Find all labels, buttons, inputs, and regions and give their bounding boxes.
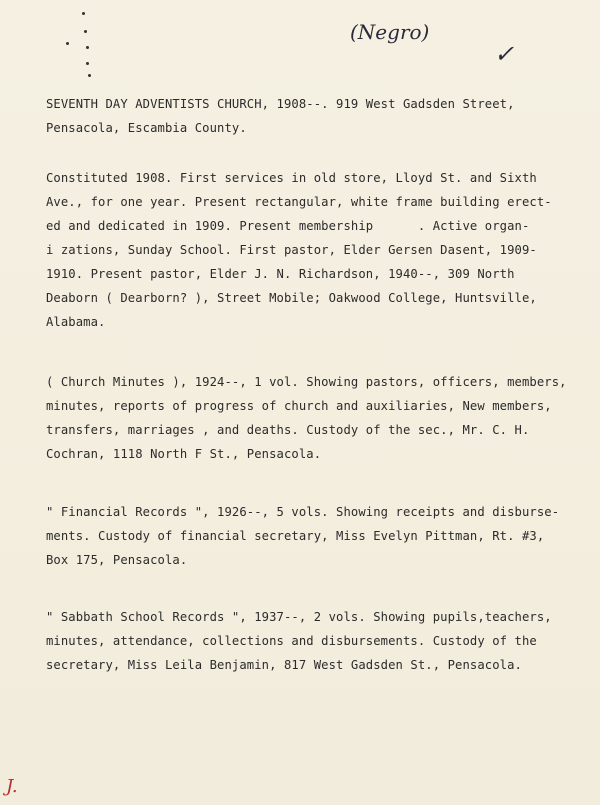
document-heading [46,92,515,140]
history-line: Ave., for one year. Present rectangular, white frame building erect- [46,195,552,209]
history-line: 1910. Present pastor, Elder J. N. Richardson, 1940--, 309 North [46,267,515,281]
sabbath-school-records-paragraph [46,605,552,677]
history-line: Deaborn ( Dearborn? ), Street Mobile; Oakwood College, Huntsville, [46,291,537,305]
financial-records-line: Box 175, Pensacola. [46,553,188,567]
history-line: Constituted 1908. First services in old store, Lloyd St. and Sixth [46,171,537,185]
church-minutes-line: transfers, marriages , and deaths. Custody of the sec., Mr. C. H. [46,423,530,437]
ink-mark [82,12,85,15]
handwritten-check-mark: ✓ [494,40,515,68]
ink-mark [86,46,89,49]
ink-mark [86,62,89,65]
church-minutes-line: ( Church Minutes ), 1924--, 1 vol. Showing pastors, officers, members, [46,375,567,389]
church-minutes-line: minutes, reports of progress of church and auxiliaries, New members, [46,399,552,413]
history-line: Alabama. [46,315,106,329]
ink-mark [84,30,87,33]
history-paragraph [46,166,552,334]
ink-mark [66,42,69,45]
sabbath-school-line: minutes, attendance, collections and disbursements. Custody of the [46,634,537,648]
heading-line: SEVENTH DAY ADVENTISTS CHURCH, 1908--. 919 West Gadsden Street, [46,97,515,111]
financial-records-paragraph [46,500,559,572]
financial-records-line: ments. Custody of financial secretary, Miss Evelyn Pittman, Rt. #3, [46,529,545,543]
sabbath-school-line: secretary, Miss Leila Benjamin, 817 West Gadsden St., Pensacola. [46,658,522,672]
handwritten-note-negro: (Negro) [350,20,430,44]
sabbath-school-line: " Sabbath School Records ", 1937--, 2 vols. Showing pupils,teachers, [46,610,552,624]
handwritten-initial: J. [6,776,18,797]
church-minutes-line: Cochran, 1118 North F St., Pensacola. [46,447,322,461]
heading-line: Pensacola, Escambia County. [46,121,247,135]
history-line: i zations, Sunday School. First pastor, Elder Gersen Dasent, 1909- [46,243,537,257]
ink-mark [88,74,91,77]
history-line: ed and dedicated in 1909. Present membership . Active organ- [46,219,530,233]
financial-records-line: " Financial Records ", 1926--, 5 vols. Showing receipts and disburse- [46,505,560,519]
church-minutes-paragraph [46,370,567,466]
